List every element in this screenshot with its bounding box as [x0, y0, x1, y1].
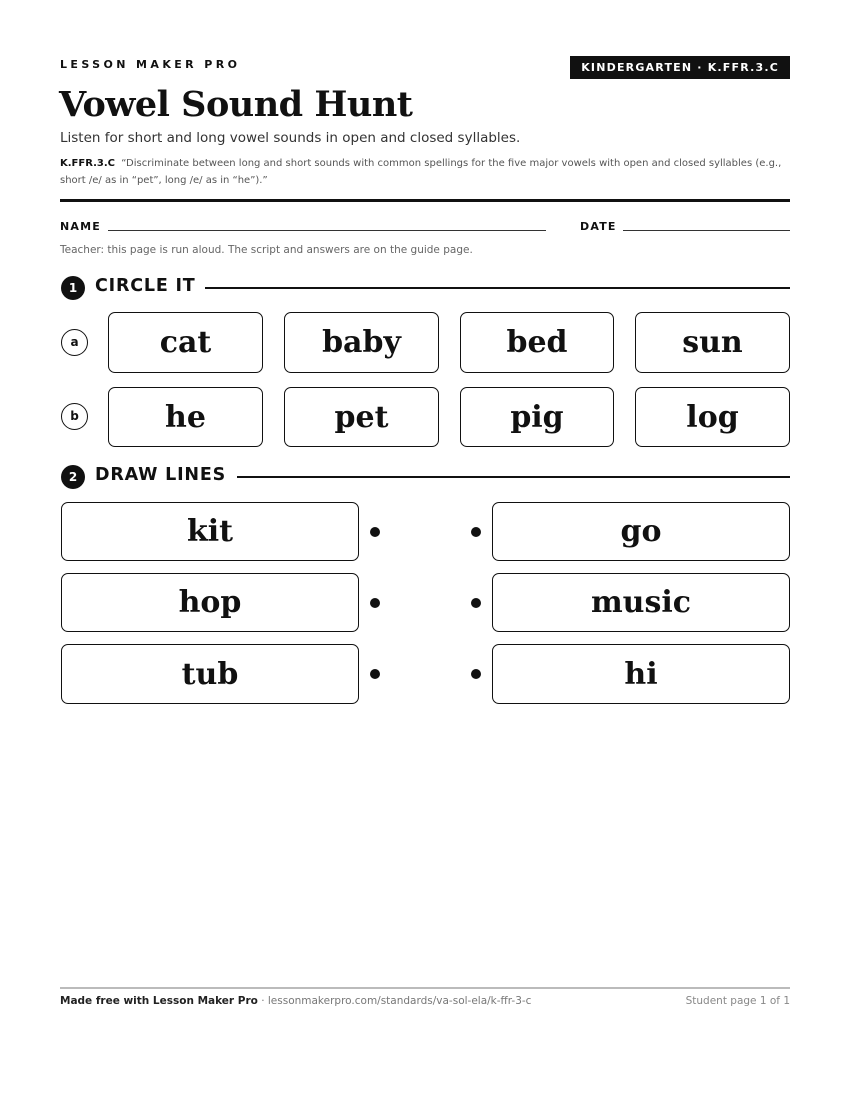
section-2-divider: [237, 476, 790, 478]
word-card[interactable]: [460, 387, 614, 447]
section-1-number: 1: [61, 276, 85, 300]
right-word-card[interactable]: [492, 644, 790, 704]
row-a-label: a: [61, 329, 88, 356]
section-2-number: 2: [61, 465, 85, 489]
right-match-dot[interactable]: [471, 669, 481, 679]
section-1-title: CIRCLE IT: [95, 276, 196, 296]
page-subtitle: Listen for short and long vowel sounds in open and closed syllables.: [60, 130, 521, 146]
footer-credit: [60, 995, 531, 1007]
word-text: log: [686, 399, 739, 435]
word-text: tub: [181, 656, 239, 692]
word-text: he: [165, 399, 206, 435]
word-card[interactable]: [635, 387, 790, 447]
word-text: cat: [159, 325, 212, 360]
right-word-card[interactable]: [492, 502, 790, 561]
word-text: pet: [334, 399, 389, 435]
left-match-dot[interactable]: [370, 527, 380, 537]
word-text: sun: [682, 325, 743, 360]
brand-name: LESSON MAKER PRO: [60, 58, 241, 71]
word-card[interactable]: [635, 312, 790, 373]
left-word-card[interactable]: [61, 644, 359, 704]
word-text: music: [590, 585, 692, 620]
name-label: NAME: [60, 220, 101, 233]
standard-description: [60, 155, 790, 189]
word-text: bed: [506, 325, 568, 360]
word-text: kit: [186, 514, 234, 549]
date-line[interactable]: [623, 230, 790, 231]
word-card[interactable]: [284, 387, 439, 447]
word-text: hop: [178, 585, 242, 620]
section-2-title: DRAW LINES: [95, 465, 227, 485]
footer-url[interactable]: · lessonmakerpro.com/standards/va-sol-ela/k-ffr-3-c: [257, 995, 532, 1007]
row-b-label: b: [61, 403, 88, 430]
word-text: pig: [510, 399, 564, 435]
footer-divider: [60, 987, 790, 989]
right-word-card[interactable]: [492, 573, 790, 632]
left-match-dot[interactable]: [370, 598, 380, 608]
left-word-card[interactable]: [61, 573, 359, 632]
teacher-note: Teacher: this page is run aloud. The script and answers are on the guide page.: [60, 244, 473, 256]
standard-code: K.FFR.3.C: [60, 158, 115, 169]
footer-made-with: Made free with Lesson Maker Pro: [60, 995, 258, 1007]
left-word-card[interactable]: [61, 502, 359, 561]
date-label: DATE: [580, 220, 617, 233]
word-card[interactable]: [108, 387, 263, 447]
section-1-divider: [205, 287, 790, 289]
right-match-dot[interactable]: [471, 527, 481, 537]
word-card[interactable]: [284, 312, 439, 373]
left-match-dot[interactable]: [370, 669, 380, 679]
page-title: Vowel Sound Hunt: [59, 84, 413, 125]
word-card[interactable]: [108, 312, 263, 373]
grade-badge: KINDERGARTEN · K.FFR.3.C: [570, 56, 790, 79]
word-text: baby: [322, 325, 401, 360]
header-divider: [60, 199, 790, 202]
right-match-dot[interactable]: [471, 598, 481, 608]
standard-text: “Discriminate between long and short sounds with common spellings for the five major vowels with open and closed syllables (e.g., short /e/ as in “pet”, long /e/ as in “he”).”: [60, 158, 782, 186]
name-line[interactable]: [108, 230, 546, 231]
word-text: hi: [624, 656, 658, 692]
word-card[interactable]: [460, 312, 614, 373]
word-text: go: [620, 514, 662, 549]
footer-page-number: Student page 1 of 1: [685, 995, 790, 1007]
